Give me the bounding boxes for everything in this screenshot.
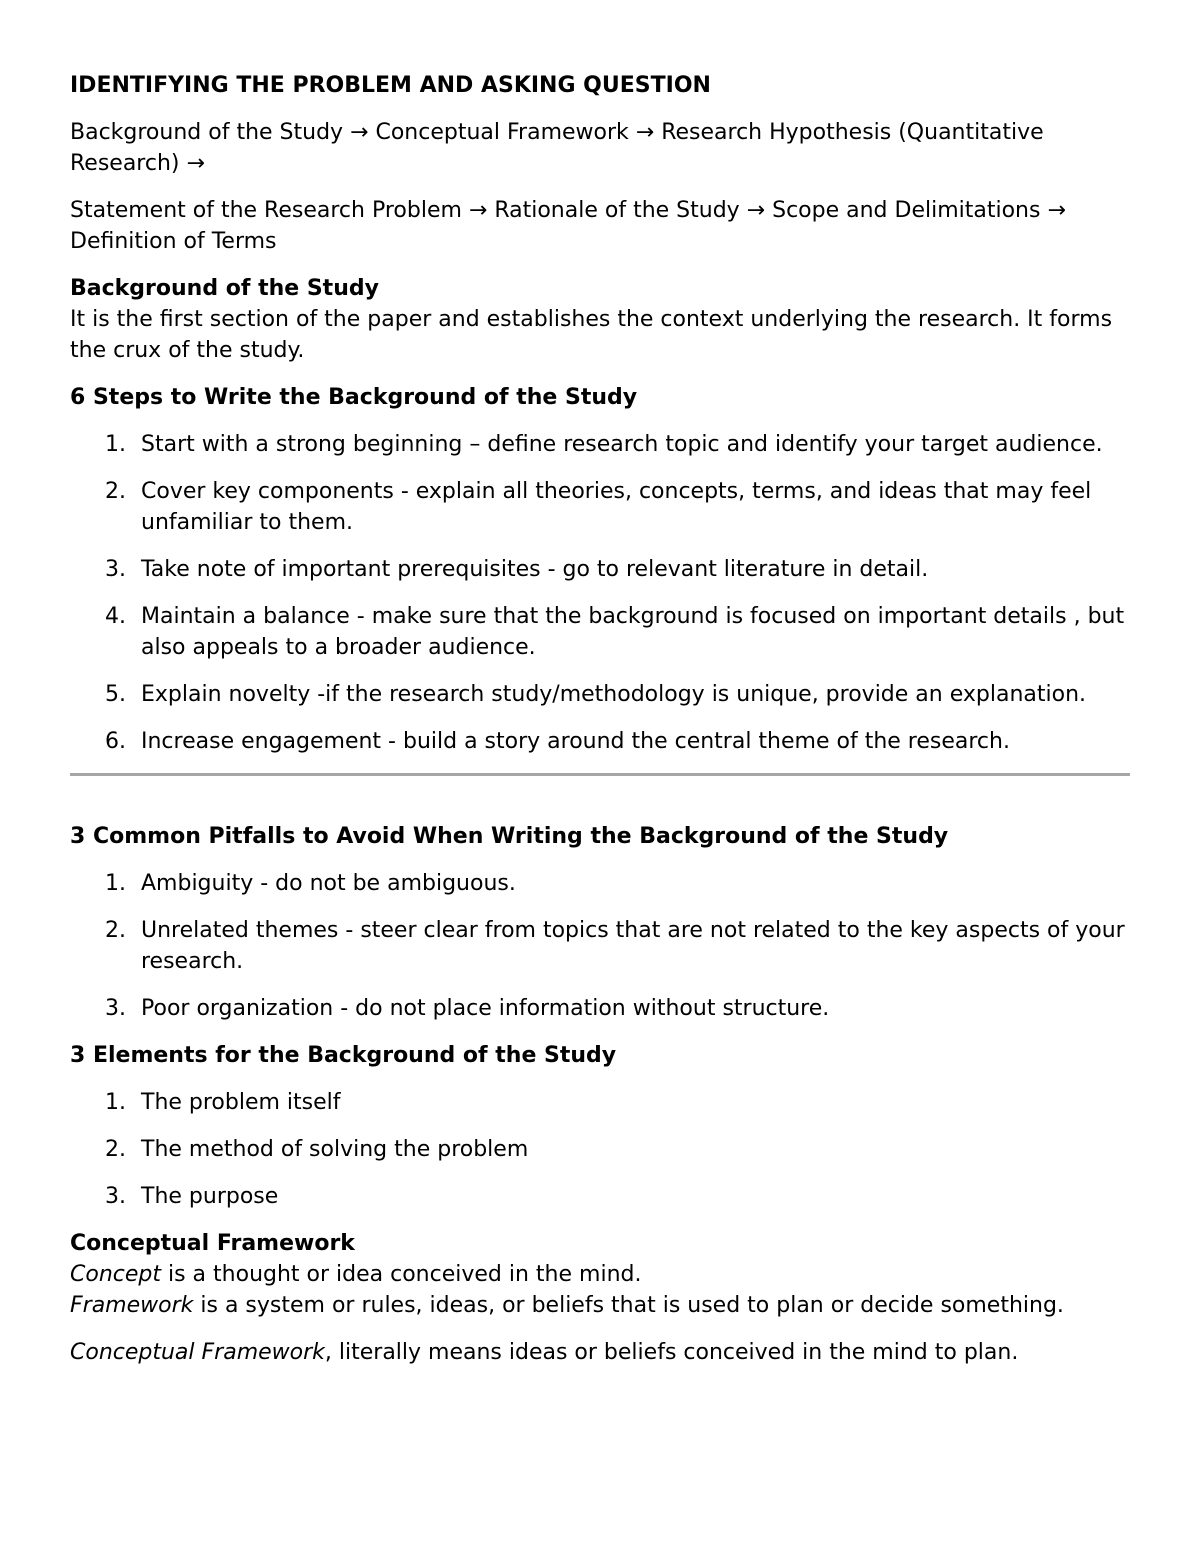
flow-line-2: Statement of the Research Problem → Rationale of the Study → Scope and Delimitations → Definition of Terms xyxy=(70,198,1066,254)
steps-heading: 6 Steps to Write the Background of the Study xyxy=(70,385,638,410)
list-number: 2. xyxy=(105,479,126,504)
flow-line-1: Background of the Study → Conceptual Framework → Research Hypothesis (Quantitative Research) → xyxy=(70,120,1044,176)
list-item xyxy=(70,726,1130,757)
list-number: 6. xyxy=(105,729,126,754)
framework-def-text: is a system or rules, ideas, or beliefs that is used to plan or decide something. xyxy=(193,1293,1064,1318)
list-number: 3. xyxy=(105,557,126,582)
list-number: 3. xyxy=(105,1184,126,1209)
list-text: Maintain a balance - make sure that the background is focused on important details , but also appeals to a broader audience. xyxy=(141,604,1125,660)
concept-definition xyxy=(70,1259,1130,1290)
list-text: The purpose xyxy=(141,1184,279,1209)
list-item xyxy=(70,868,1130,899)
steps-list xyxy=(70,429,1130,757)
list-item xyxy=(70,554,1130,585)
list-text: The problem itself xyxy=(141,1090,341,1115)
conceptual-framework-definition xyxy=(70,1337,1130,1368)
conceptual-framework-term: Conceptual Framework xyxy=(70,1340,325,1365)
list-text: Increase engagement - build a story around the central theme of the research. xyxy=(141,729,1010,754)
concept-term: Concept xyxy=(70,1262,161,1287)
background-text: It is the first section of the paper and establishes the context underlying the research. It forms the crux of the study. xyxy=(70,307,1113,363)
list-item xyxy=(70,1087,1130,1118)
list-text: Start with a strong beginning – define research topic and identify your target audience. xyxy=(141,432,1103,457)
document-page xyxy=(70,70,1130,1384)
list-text: Take note of important prerequisites - go to relevant literature in detail. xyxy=(141,557,929,582)
background-heading: Background of the Study xyxy=(70,276,379,301)
horizontal-divider xyxy=(70,773,1130,776)
list-text: Ambiguity - do not be ambiguous. xyxy=(141,871,516,896)
elements-list xyxy=(70,1087,1130,1212)
pitfalls-list xyxy=(70,868,1130,1024)
list-text: Unrelated themes - steer clear from topics that are not related to the key aspects of your research. xyxy=(141,918,1125,974)
document-title: IDENTIFYING THE PROBLEM AND ASKING QUESTION xyxy=(70,73,711,98)
list-number: 3. xyxy=(105,996,126,1021)
framework-term: Framework xyxy=(70,1293,194,1318)
list-text: The method of solving the problem xyxy=(141,1137,529,1162)
elements-heading: 3 Elements for the Background of the Study xyxy=(70,1043,617,1068)
list-number: 4. xyxy=(105,604,126,629)
list-number: 2. xyxy=(105,918,126,943)
list-item xyxy=(70,679,1130,710)
conceptual-framework-def-text: , literally means ideas or beliefs conceived in the mind to plan. xyxy=(324,1340,1019,1365)
list-text: Cover key components - explain all theories, concepts, terms, and ideas that may feel unfamiliar to them. xyxy=(141,479,1092,535)
conceptual-heading: Conceptual Framework xyxy=(70,1231,355,1256)
list-item xyxy=(70,476,1130,538)
framework-definition xyxy=(70,1290,1130,1321)
list-item xyxy=(70,993,1130,1024)
list-item xyxy=(70,915,1130,977)
list-item xyxy=(70,1134,1130,1165)
list-number: 5. xyxy=(105,682,126,707)
list-item xyxy=(70,1181,1130,1212)
list-text: Explain novelty -if the research study/methodology is unique, provide an explanation. xyxy=(141,682,1087,707)
list-item xyxy=(70,601,1130,663)
list-text: Poor organization - do not place information without structure. xyxy=(141,996,830,1021)
concept-def-text: is a thought or idea conceived in the mind. xyxy=(161,1262,642,1287)
list-number: 1. xyxy=(105,871,126,896)
list-number: 1. xyxy=(105,432,126,457)
list-number: 2. xyxy=(105,1137,126,1162)
list-number: 1. xyxy=(105,1090,126,1115)
pitfalls-heading: 3 Common Pitfalls to Avoid When Writing the Background of the Study xyxy=(70,824,949,849)
list-item xyxy=(70,429,1130,460)
